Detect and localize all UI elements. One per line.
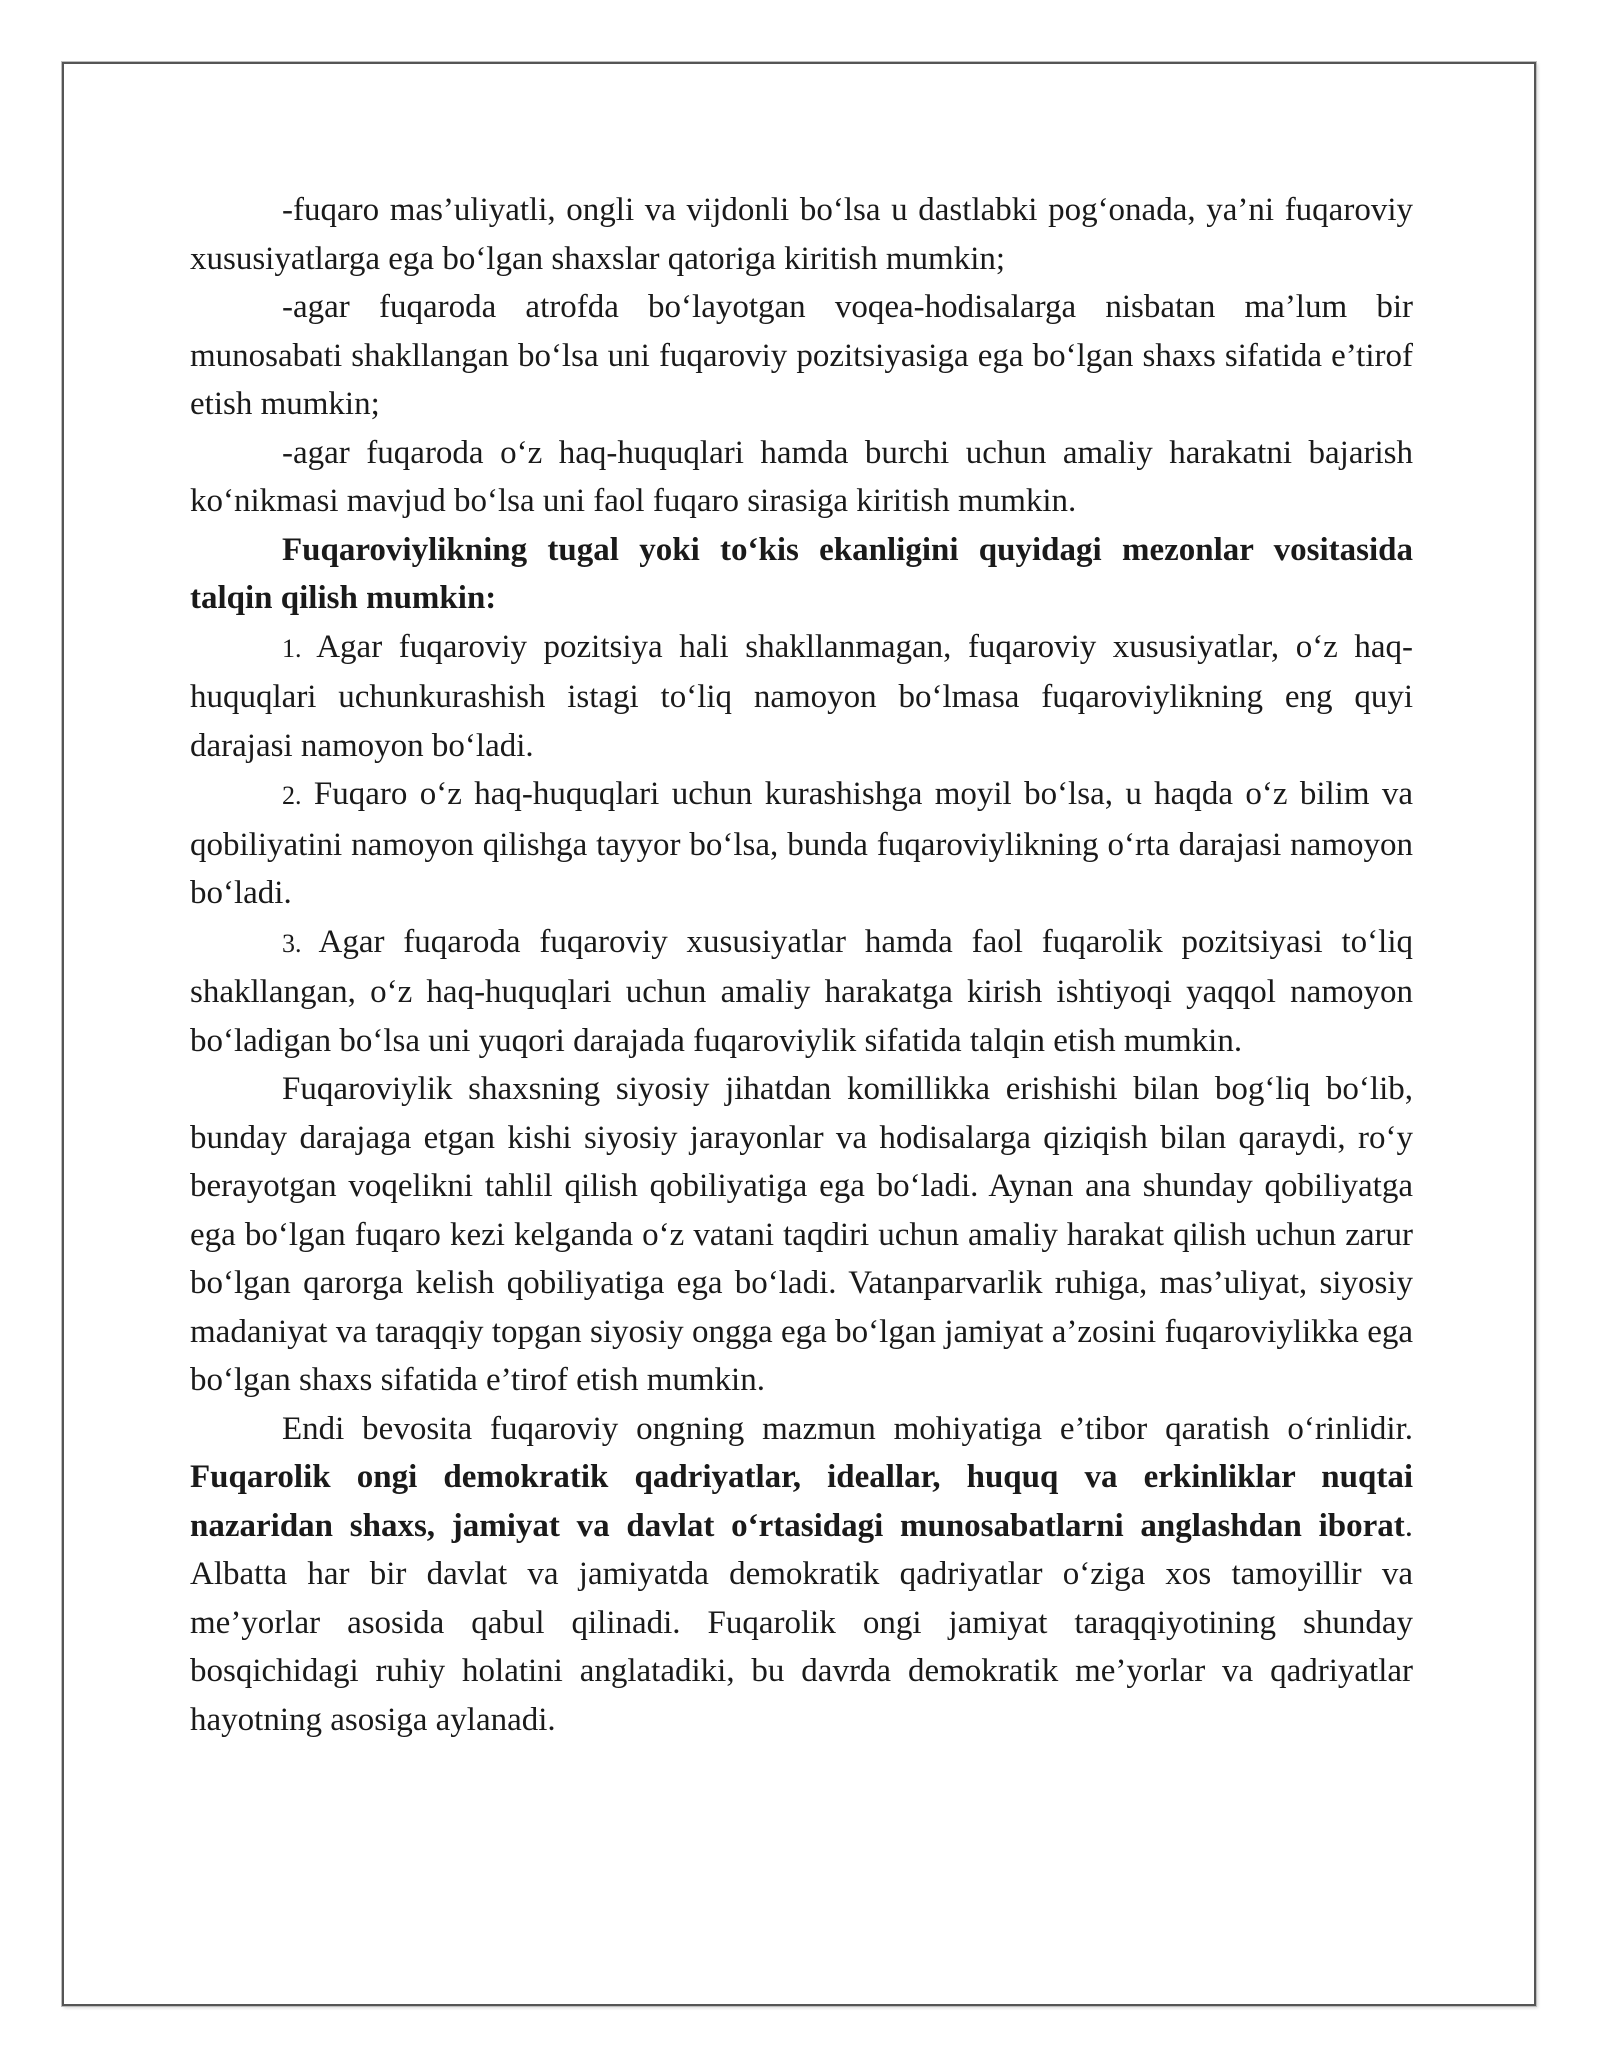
paragraph-criterion-3: -agar fuqaroda o‘z haq-huquqlari hamda burchi uchun amaliy harakatni bajarish ko‘nikmasi mavjud bo‘lsa uni faol fuqaro sirasiga kiritish mumkin.: [190, 434, 1413, 519]
item-number: 1.: [282, 633, 302, 663]
paragraph-citizenship: Fuqaroviylik shaxsning siyosiy jihatdan komillikka erishishi bilan bog‘liq bo‘lib, bunday darajaga etgan kishi siyosiy jarayonlar va hodisalarga qiziqish bilan qaraydi, ro‘y berayotgan voqelikni tahlil qilish qobiliyatiga ega bo‘ladi. Aynan ana shunday qobiliyatga ega bo‘lgan fuqaro kezi kelganda o‘z vatani taqdiri uchun amaliy harakat qilish uchun zarur bo‘lgan qarorga kelish qobiliyatiga ega bo‘ladi. Vatanparvarlik ruhiga, mas’uliyat, siyosiy madaniyat va taraqqiy topgan siyosiy ongga ega bo‘lgan jamiyat a’zosini fuqaroviylikka ega bo‘lgan shaxs sifatida e’tirof etish mumkin.: [190, 1071, 1413, 1398]
numbered-item-2: 2. Fuqaro o‘z haq-huquqlari uchun kurashishga moyil bo‘lsa, u haqda o‘z bilim va qobiliyatini namoyon qilishga tayyor bo‘lsa, bunda fuqaroviylikning o‘rta darajasi namoyon bo‘ladi.: [190, 776, 1414, 911]
item-number: 2.: [282, 781, 302, 810]
section-heading: Fuqaroviylikning tugal yoki to‘kis ekanligini quyidagi mezonlar vositasida talqin qilish mumkin:: [190, 531, 1413, 616]
paragraph-criterion-2: -agar fuqaroda atrofda bo‘layotgan voqea-hodisalarga nisbatan ma’lum bir munosabati shakllangan bo‘lsa uni fuqaroviy pozitsiyasiga ega bo‘lgan shaxs sifatida e’tirof etish mumkin;: [190, 289, 1413, 422]
numbered-item-1: 1. Agar fuqaroviy pozitsiya hali shakllanmagan, fuqaroviy xususiyatlar, o‘z haq-huquqlari uchunkurashish istagi to‘liq namoyon bo‘lmasa fuqaroviylikning eng quyi darajasi namoyon bo‘ladi.: [190, 628, 1413, 764]
document-body: [190, 186, 1413, 1744]
paragraph-criterion-1: -fuqaro mas’uliyatli, ongli va vijdonli bo‘lsa u dastlabki pog‘onada, ya’ni fuqaroviy xususiyatlarga ega bo‘lgan shaxslar qatoriga kiritish mumkin;: [190, 192, 1413, 277]
definition-bold: Fuqarolik ongi demokratik qadriyatlar, ideallar, huquq va erkinliklar nuqtai nazaridan shaxs, jamiyat va davlat o‘rtasidagi munosabatlarni anglashdan iborat: [190, 1459, 1413, 1544]
numbered-item-3: 3. Agar fuqaroda fuqaroviy xususiyatlar hamda faol fuqarolik pozitsiyasi to‘liq shakllangan, o‘z haq-huquqlari uchun amaliy harakatga kirish ishtiyoqi yaqqol namoyon bo‘ladigan bo‘lsa uni yuqori darajada fuqaroviylik sifatida talqin etish mumkin.: [190, 923, 1413, 1059]
paragraph-civic-consciousness: Endi bevosita fuqaroviy ongning mazmun mohiyatiga e’tibor qaratish o‘rinlidir. Fuqarolik ongi demokratik qadriyatlar, ideallar, huquq va erkinliklar nuqtai nazaridan shaxs, jamiyat va davlat o‘rtasidagi munosabatlarni anglashdan iborat. Albatta har bir davlat va jamiyatda demokratik qadriyatlar o‘ziga xos tamoyillir va me’yorlar asosida qabul qilinadi. Fuqarolik ongi jamiyat taraqqiyotining shunday bosqichidagi ruhiy holatini anglatadiki, bu davrda demokratik me’yorlar va qadriyatlar hayotning asosiga aylanadi.: [190, 1410, 1413, 1738]
item-number: 3.: [282, 928, 302, 958]
